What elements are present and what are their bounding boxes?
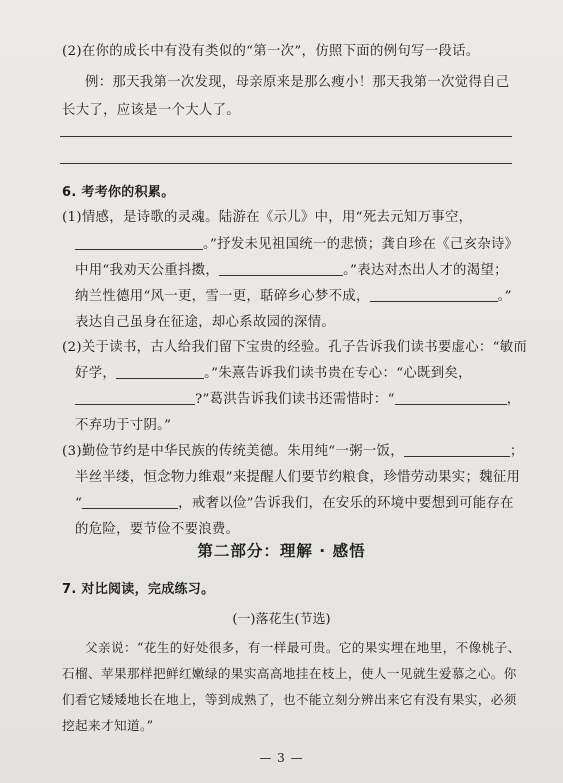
blank-8[interactable] bbox=[82, 496, 178, 509]
blank-3[interactable] bbox=[370, 289, 498, 302]
q6-title: 6. 考考你的积累。 bbox=[62, 185, 175, 200]
q6-3-line3: “ ，戒奢以俭”告诉我们，在安乐的环境中要想到可能存在 bbox=[75, 496, 514, 511]
answer-line-1[interactable] bbox=[60, 136, 512, 137]
q6-1-line2: 。”抒发未见祖国统一的悲愤；龚自珍在《己亥杂诗》 bbox=[75, 233, 518, 252]
blank-4[interactable] bbox=[116, 366, 204, 379]
q6-1-line1: (1)情感，是诗歌的灵魂。陆游在《示儿》中，用“死去元知万事空， bbox=[62, 210, 473, 225]
example-line-1: 例：那天我第一次发现，母亲原来是那么瘦小！那天我第一次觉得自己 bbox=[85, 75, 510, 90]
q6-2-line3: ?”葛洪告诉我们读书还需惜时：“ ， bbox=[75, 388, 520, 407]
q6-3-line2: 半丝半缕，恒念物力维艰”来提醒人们要节约粮食，珍惜劳动果实；魏征用 bbox=[75, 470, 521, 485]
blank-6[interactable] bbox=[395, 392, 507, 405]
page-number: — 3 — bbox=[259, 751, 304, 765]
passage-line-3: 们看它矮矮地长在地上，等到成熟了，也不能立刻分辨出来它有没有果实，必须 bbox=[62, 692, 517, 707]
passage-line-2: 石榴、苹果那样把鲜红嫩绿的果实高高地挂在枝上，使人一见就生爱慕之心。你 bbox=[62, 666, 517, 681]
q6-2-line1: (2)关于读书，古人给我们留下宝贵的经验。孔子告诉我们读书要虚心：“敏而 bbox=[62, 340, 528, 355]
q7-title: 7. 对比阅读，完成练习。 bbox=[62, 582, 215, 597]
passage-line-4: 挖起来才知道。” bbox=[62, 718, 154, 733]
q6-1-line4: 纳兰性德用“风一更，雪一更，聒碎乡心梦不成， 。” bbox=[75, 289, 512, 304]
passage-line-1: 父亲说：“花生的好处很多，有一样最可贵。它的果实埋在地里，不像桃子、 bbox=[85, 640, 521, 655]
q6-3-line4: 的危险，要节俭不要浪费。 bbox=[75, 522, 240, 537]
q6-2-line4: 不弃功于寸阴。” bbox=[75, 418, 172, 433]
answer-line-2[interactable] bbox=[60, 163, 512, 164]
blank-1[interactable] bbox=[75, 237, 203, 250]
part-heading: 第二部分：理解 · 感悟 bbox=[197, 542, 366, 560]
blank-2[interactable] bbox=[219, 263, 343, 276]
example-line-2: 长大了，应该是一个大人了。 bbox=[62, 103, 240, 118]
passage-title: (一)落花生(节选) bbox=[232, 612, 331, 627]
blank-7[interactable] bbox=[404, 444, 510, 457]
q6-3-line1: (3)勤俭节约是中华民族的传统美德。朱用纯“一粥一饭， ； bbox=[62, 444, 524, 459]
q6-1-line3: 中用“我劝天公重抖擞， 。”表达对杰出人才的渴望； bbox=[75, 263, 508, 278]
q6-1-line5: 表达自己虽身在征途，却心系故园的深情。 bbox=[75, 315, 336, 330]
q5-sub2-prompt: (2)在你的成长中有没有类似的“第一次”，仿照下面的例句写一段话。 bbox=[62, 44, 480, 59]
blank-5[interactable] bbox=[75, 392, 195, 405]
q6-2-line2: 好学， 。”朱熹告诉我们读书贵在专心：“心既到矣， bbox=[75, 366, 472, 381]
